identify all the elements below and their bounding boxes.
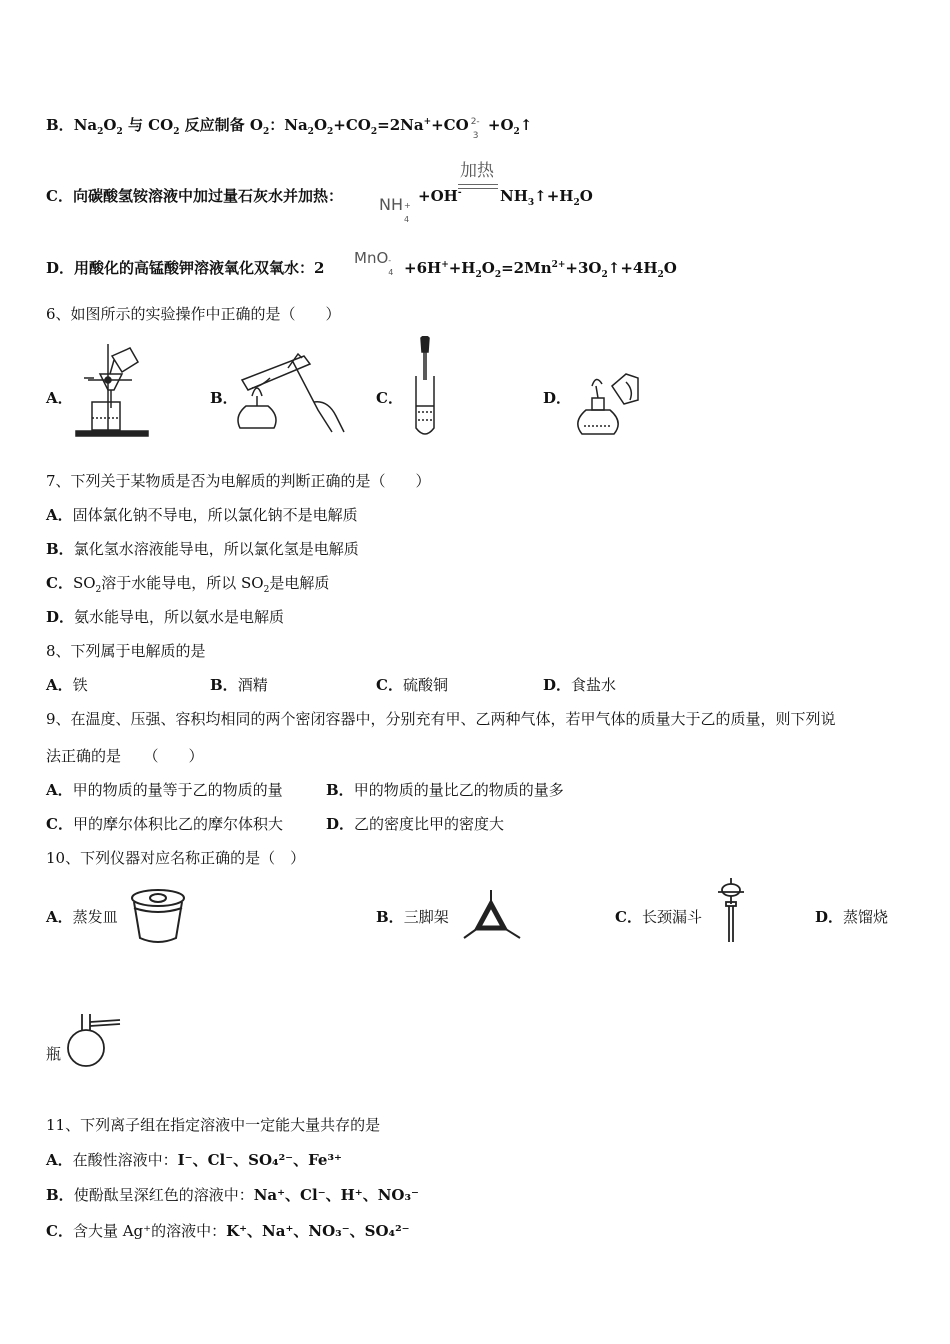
q5-option-b: B．$Na_2O_2$ 与 $CO_2$ 反应制备 $O_2$：$Na_2O_2+CO_2=2Na^++CO$ 2- 3 $+O_2↑$	[46, 116, 533, 141]
q11-option-b: B．使酚酞呈深红色的溶液中：Na⁺、Cl⁻、H⁺、NO₃⁻	[46, 1186, 419, 1204]
heating-test-tube-figure	[232, 350, 350, 436]
q9-option-d: D．乙的密度比甲的密度大	[326, 815, 505, 833]
q8-option-c: C．硫酸铜	[376, 676, 448, 694]
q9-stem-line2: 法正确的是 （ ）	[46, 747, 204, 765]
q8-option-b: B．酒精	[210, 676, 268, 694]
q5-c-arrow-line1	[458, 184, 498, 185]
q10-stem: 10、下列仪器对应名称正确的是（ ）	[46, 849, 306, 867]
q5-c-products: $NH_3↑+H_2O$	[500, 187, 593, 208]
q11-stem: 11、下列离子组在指定溶液中一定能大量共存的是	[46, 1116, 381, 1134]
q9-option-c: C．甲的摩尔体积比乙的摩尔体积大	[46, 815, 283, 833]
separatory-funnel-figure	[714, 878, 748, 944]
q10-option-b: B．三脚架	[376, 908, 449, 926]
q6-label-c: C．	[376, 389, 403, 407]
q6-stem: 6、如图所示的实验操作中正确的是（ ）	[46, 305, 341, 323]
q6-label-a: A．	[46, 389, 73, 407]
dropper-test-tube-figure	[410, 336, 440, 440]
q10-option-a: A．蒸发皿	[46, 908, 118, 926]
q10-option-d-cont: 瓶	[46, 1045, 62, 1063]
alcohol-lamp-lighting-figure	[572, 360, 652, 440]
q5-c-nh4: NH + 4	[379, 195, 411, 224]
q10-option-c: C．长颈漏斗	[615, 908, 702, 926]
q7-option-d: D．氨水能导电，所以氨水是电解质	[46, 608, 285, 626]
q8-stem: 8、下列属于电解质的是	[46, 642, 206, 660]
q5-c-arrow-line2	[458, 188, 498, 189]
q6-label-d: D．	[543, 389, 572, 407]
q5-c-heat: 加热	[460, 161, 494, 181]
q5-d-equation: $+6H^++H_2O_2=2Mn^{2+}+3O_2↑+4H_2O$	[404, 259, 677, 280]
q7-option-b: B．氯化氢水溶液能导电，所以氯化氢是电解质	[46, 540, 359, 558]
q8-option-d: D．食盐水	[543, 676, 617, 694]
q9-stem-line1: 9、在温度、压强、容积均相同的两个密闭容器中，分别充有甲、乙两种气体，若甲气体的质量大于乙的质量，则下列说	[46, 710, 836, 728]
q9-option-b: B．甲的物质的量比乙的物质的量多	[326, 781, 564, 799]
q5-c-oh: +OH-	[418, 187, 462, 205]
q11-option-c: C．含大量 Ag⁺的溶液中：K⁺、Na⁺、NO₃⁻、SO₄²⁻	[46, 1222, 410, 1240]
q5-option-c: C．向碳酸氢铵溶液中加过量石灰水并加热：	[46, 187, 343, 205]
crucible-figure	[126, 886, 190, 946]
q9-option-a: A．甲的物质的量等于乙的物质的量	[46, 781, 283, 799]
q5-d-mno4: MnO - 4	[354, 249, 394, 277]
distillation-flask-figure	[64, 1010, 124, 1070]
filtration-apparatus-figure	[70, 338, 160, 440]
q5-option-d: D．用酸化的高锰酸钾溶液氧化双氧水：2	[46, 259, 325, 277]
q6-label-b: B．	[210, 389, 238, 407]
q7-option-a: A．固体氯化钠不导电，所以氯化钠不是电解质	[46, 506, 358, 524]
q7-stem: 7、下列关于某物质是否为电解质的判断正确的是（ ）	[46, 472, 431, 490]
q10-option-d: D．蒸馏烧	[815, 908, 889, 926]
q7-option-c: C．$SO_2$溶于水能导电，所以 $SO_2$是电解质	[46, 574, 330, 595]
clay-triangle-figure	[462, 890, 522, 944]
q8-option-a: A．铁	[46, 676, 88, 694]
q11-option-a: A．在酸性溶液中：I⁻、Cl⁻、SO₄²⁻、Fe³⁺	[46, 1151, 342, 1169]
